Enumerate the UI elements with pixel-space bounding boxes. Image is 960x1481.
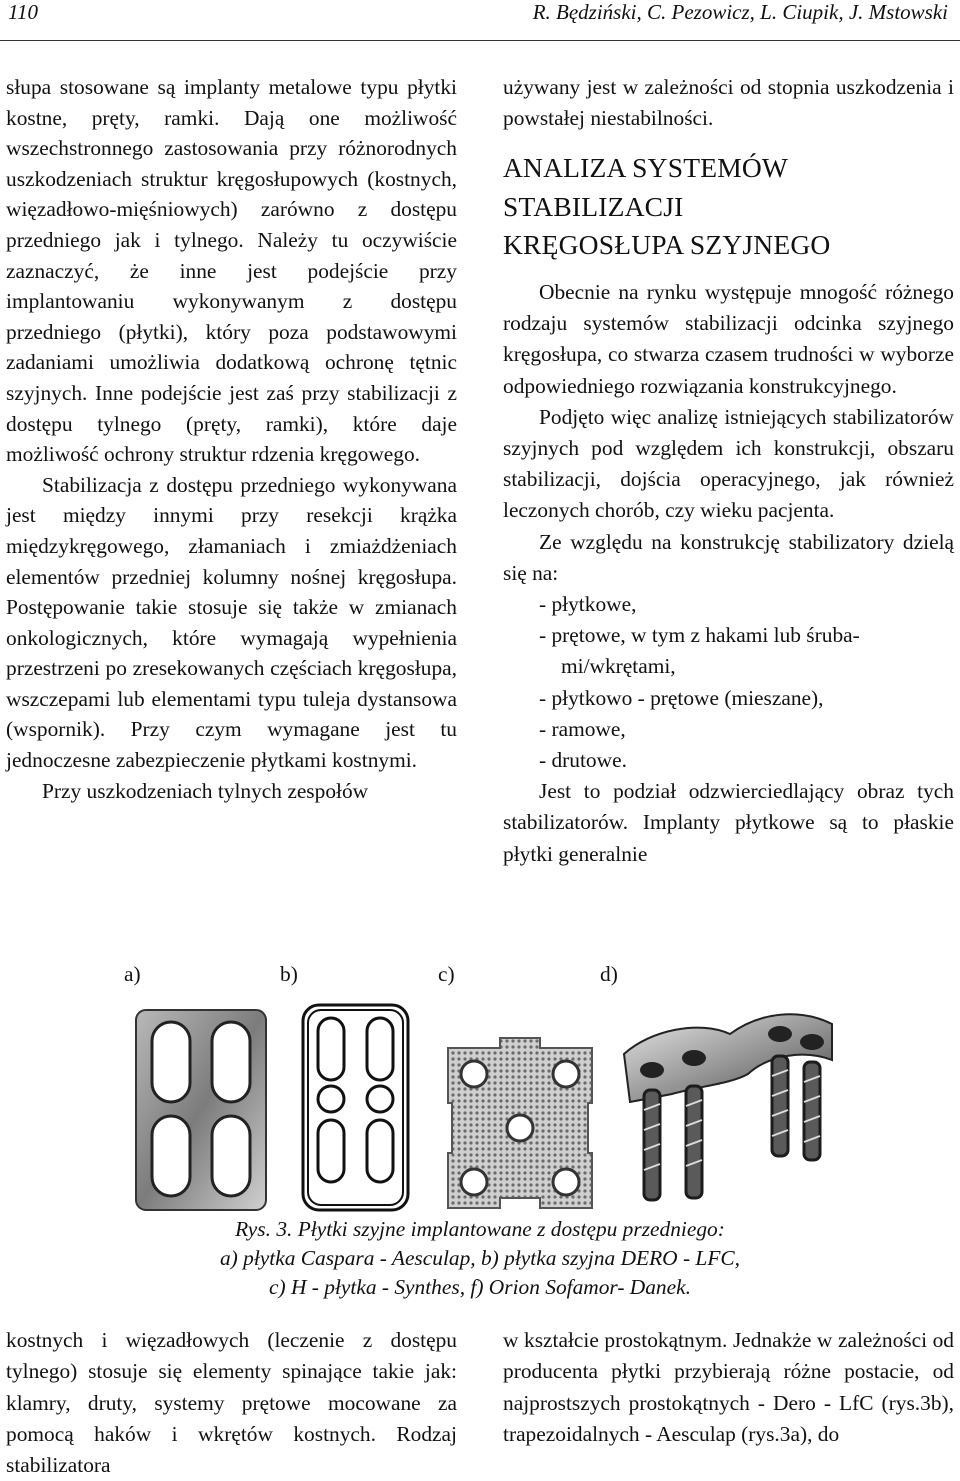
paragraph: w kształcie prostokątnym. Jednakże w zależności od producenta płytki przybierają różne postacie, od najprostszych prostokątnych - Dero - LfC (rys.3b), trapezoidalnych - Aesculap (rys.3a), do: [503, 1328, 954, 1446]
list-item-continuation: mi/wkrętami,: [561, 654, 676, 679]
paragraph: Stabilizacja z dostępu przedniego wykonywana jest między innymi przy resekcji krążka międzykręgowego, złamaniach i zmiażdżeniach elementów przedniej kolumny nośnej kręgosłupa. Postępowanie takie stosuje się także w zmianach onkologicznych, które wymagają wypełnienia przestrzeni po zresekowanych częściach kręgosłupa, wszczepami lub elementami typu tuleja dystansowa (wspornik). Przy czym wymagane jest tu jednoczesne zabezpieczenie płytkami kostnymi.: [6, 472, 457, 773]
list-item: - drutowe.: [539, 747, 627, 772]
list-item: - płytkowe,: [539, 591, 637, 616]
section-title: [503, 149, 954, 265]
paragraph: Jest to podział odzwierciedlający obraz tych stabilizatorów. Implanty płytkowe są to płaskie płytki generalnie: [503, 779, 954, 866]
figure-label-b: b): [280, 962, 298, 986]
figure-label-c: c): [438, 962, 455, 986]
right-column-top: [503, 72, 954, 870]
figure-label-d: d): [600, 962, 618, 986]
page-number: 110: [8, 0, 38, 24]
section-title-line: ANALIZA SYSTEMÓW: [503, 152, 789, 184]
list-item: - prętowe, w tym z hakami lub śruba-: [539, 623, 860, 648]
paragraph: słupa stosowane są implanty metalowe typu płytki kostne, pręty, ramki. Dają one możliwość wszechstronnego zastosowania przy różnorodnych uszkodzeniach struktur kręgosłupowych (kostnych, więzadłowo-mięśniowych) zarówno z dostępu przedniego jak i tylnego. Należy tu oczywiście zaznaczyć, że inne jest podejście przy implantowaniu wykonywanym z dostępu przedniego (płytki), który poza podstawowymi zadaniami umożliwia dodatkową ochronę tętnic szyjnych. Inne podejście jest zaś przy stabilizacji z dostępu tylnego (pręty, ramki), które daje możliwość ochrony struktur rdzenia kręgowego.: [6, 75, 457, 467]
figure-plates: [0, 990, 960, 1215]
figure-label-a: a): [124, 962, 141, 986]
figure-plates-drawing: [0, 990, 960, 1215]
plate-a-caspar: [136, 1010, 266, 1210]
right-column-bottom: [503, 1325, 954, 1450]
caption-line: Rys. 3. Płytki szyjne implantowane z dostępu przedniego:: [235, 1217, 725, 1241]
left-column-bottom: [6, 1325, 457, 1481]
plate-c-h-plate: [448, 1038, 592, 1208]
list-item: - płytkowo - prętowe (mieszane),: [539, 685, 824, 710]
paragraph: kostnych i więzadłowych (leczenie z dostępu tylnego) stosuje się elementy spinające takie jak: klamry, druty, systemy prętowe mocowane za pomocą haków i wkrętów kostnych. Rodzaj stabilizatora: [6, 1328, 457, 1478]
section-title-line: STABILIZACJI: [503, 190, 684, 222]
paragraph: Ze względu na konstrukcję stabilizatory dzielą się na:: [503, 529, 954, 585]
paragraph: używany jest w zależności od stopnia uszkodzenia i powstałej niestabilności.: [503, 75, 954, 131]
left-column-top: [6, 72, 457, 806]
running-head: R. Będziński, C. Pezowicz, L. Ciupik, J. Mstowski: [532, 0, 948, 24]
plate-d-orion: [624, 1014, 832, 1200]
paragraph: Obecnie na rynku występuje mnogość różnego rodzaju systemów stabilizacji odcinka szyjnego kręgosłupa, co stwarza czasem trudności w wyborze odpowiedniego rozwiązania konstrukcyjnego.: [503, 279, 954, 398]
list-item: - ramowe,: [539, 716, 626, 741]
caption-line: a) płytka Caspara - Aesculap, b) płytka szyjna DERO - LFC,: [219, 1246, 741, 1270]
figure-caption: [0, 1215, 960, 1302]
section-title-line: KRĘGOSŁUPA SZYJNEGO: [503, 229, 831, 261]
paragraph: Przy uszkodzeniach tylnych zespołów: [42, 778, 369, 803]
caption-line: c) H - płytka - Synthes, f) Orion Sofamor- Danek.: [269, 1275, 691, 1299]
plate-b-dero: [303, 1005, 408, 1210]
stabilizer-type-list: [503, 589, 954, 776]
paragraph: Podjęto więc analizę istniejących stabilizatorów szyjnych pod względem ich konstrukcji, obszaru stabilizacji, dojścia operacyjnego, jak również leczonych chorób, czy wieku pacjenta.: [503, 404, 954, 523]
